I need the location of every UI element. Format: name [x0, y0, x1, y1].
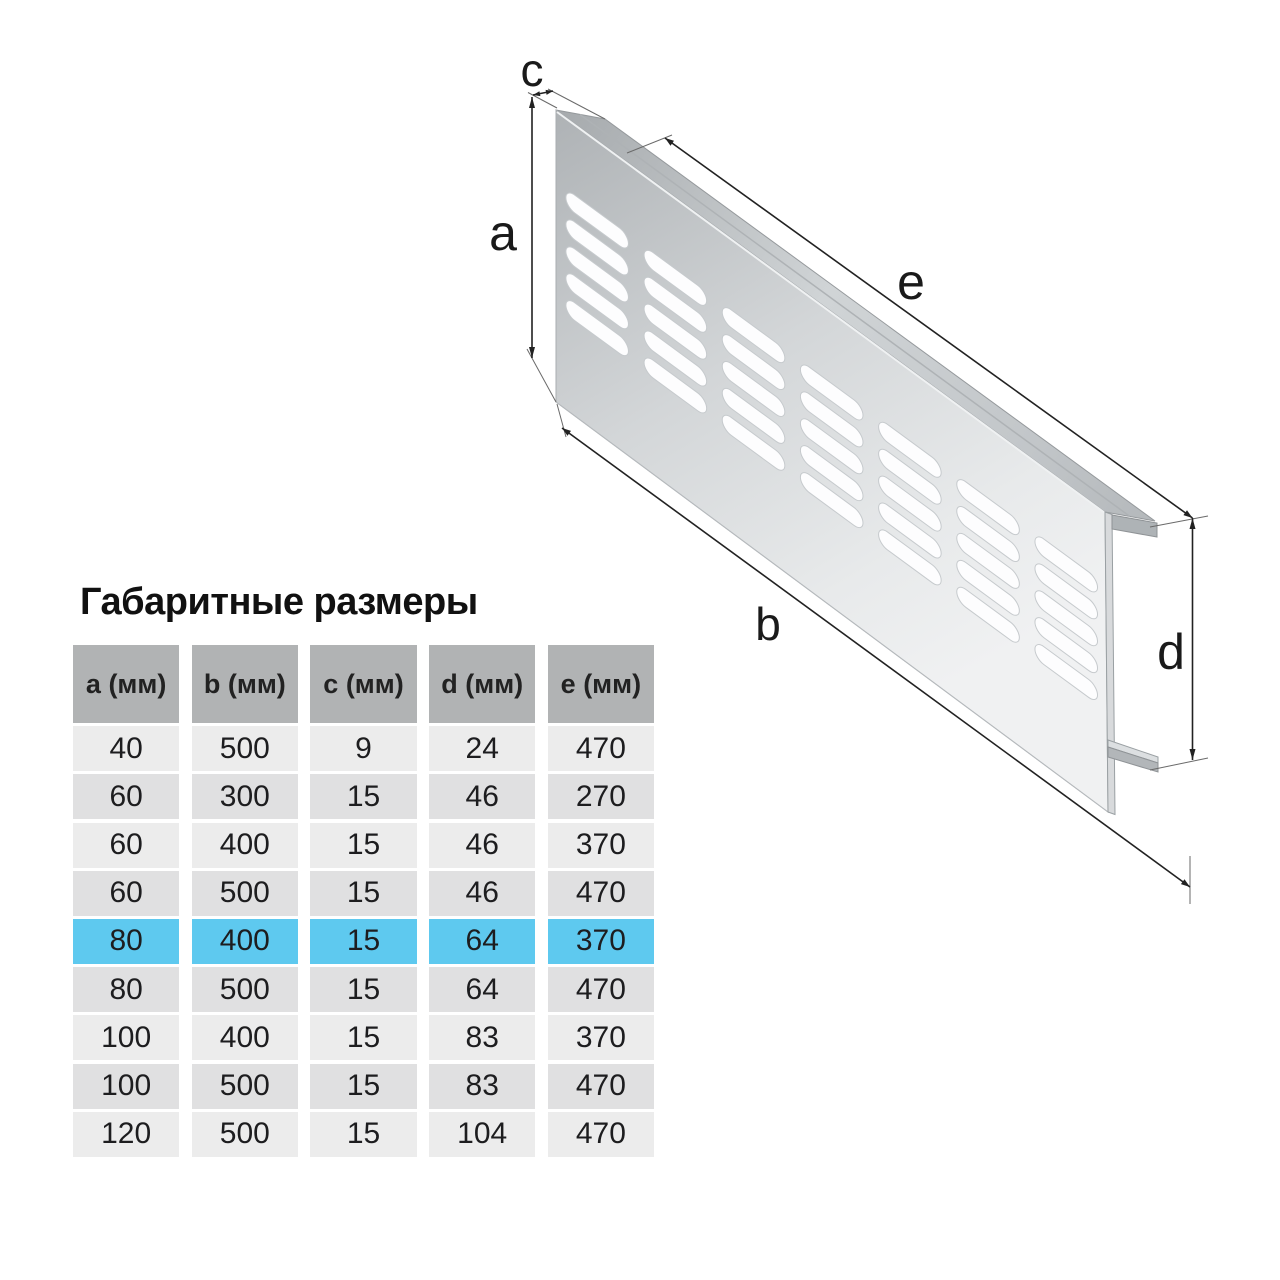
- dimensions-table: [73, 645, 655, 1160]
- page-title: Габаритные размеры: [80, 581, 478, 623]
- table-cell: 80: [73, 919, 179, 964]
- table-cell: 15: [310, 967, 416, 1012]
- dimension-label-e: e: [897, 254, 925, 310]
- table-row: [73, 823, 655, 868]
- table-cell: 500: [192, 1112, 298, 1157]
- table-cell: 120: [73, 1112, 179, 1157]
- table-cell: 370: [548, 823, 654, 868]
- dimension-label-b: b: [755, 598, 781, 650]
- table-cell: 60: [73, 823, 179, 868]
- grille-right-end: [1105, 512, 1158, 815]
- table-cell: 470: [548, 871, 654, 916]
- table-cell: 46: [429, 823, 535, 868]
- table-cell: 370: [548, 919, 654, 964]
- table-cell: 400: [192, 823, 298, 868]
- table-cell: 40: [73, 726, 179, 771]
- table-row: [73, 967, 655, 1012]
- table-cell: 270: [548, 774, 654, 819]
- table-cell: 9: [310, 726, 416, 771]
- table-cell: 100: [73, 1064, 179, 1109]
- table-cell: 15: [310, 1112, 416, 1157]
- dimension-label-a: a: [489, 205, 517, 261]
- table-cell: 46: [429, 774, 535, 819]
- table-cell: 470: [548, 967, 654, 1012]
- table-header-cell-b: b (мм): [192, 645, 298, 723]
- table-header-cell-e: e (мм): [548, 645, 654, 723]
- table-header-cell-a: a (мм): [73, 645, 179, 723]
- table-cell: 300: [192, 774, 298, 819]
- table-cell: 500: [192, 871, 298, 916]
- table-cell: 60: [73, 871, 179, 916]
- table-row: [73, 1015, 655, 1060]
- table-cell: 400: [192, 1015, 298, 1060]
- table-cell: 64: [429, 967, 535, 1012]
- dimension-label-c: c: [520, 44, 544, 96]
- table-cell: 104: [429, 1112, 535, 1157]
- dimension-a: [489, 97, 535, 358]
- table-cell: 370: [548, 1015, 654, 1060]
- table-cell: 500: [192, 967, 298, 1012]
- table-row: [73, 1112, 655, 1157]
- dimension-label-d: d: [1157, 624, 1185, 680]
- table-row: [73, 726, 655, 771]
- table-cell: 15: [310, 823, 416, 868]
- table-cell: 15: [310, 1015, 416, 1060]
- table-cell: 400: [192, 919, 298, 964]
- table-cell: 100: [73, 1015, 179, 1060]
- table-header-cell-d: d (мм): [429, 645, 535, 723]
- table-cell: 60: [73, 774, 179, 819]
- table-cell: 15: [310, 774, 416, 819]
- table-cell: 470: [548, 726, 654, 771]
- table-cell: 500: [192, 1064, 298, 1109]
- table-row-highlighted: [73, 919, 655, 964]
- table-cell: 83: [429, 1064, 535, 1109]
- table-cell: 46: [429, 871, 535, 916]
- table-cell: 470: [548, 1112, 654, 1157]
- table-cell: 80: [73, 967, 179, 1012]
- table-row: [73, 871, 655, 916]
- table-cell: 83: [429, 1015, 535, 1060]
- table-cell: 15: [310, 919, 416, 964]
- table-cell: 24: [429, 726, 535, 771]
- table-cell: 15: [310, 1064, 416, 1109]
- table-header-row: [73, 645, 655, 723]
- table-cell: 64: [429, 919, 535, 964]
- table-cell: 500: [192, 726, 298, 771]
- table-cell: 470: [548, 1064, 654, 1109]
- table-cell: 15: [310, 871, 416, 916]
- table-row: [73, 1064, 655, 1109]
- dimension-c: [521, 44, 554, 96]
- table-row: [73, 774, 655, 819]
- table-header-cell-c: c (мм): [310, 645, 416, 723]
- dimension-d: [1157, 518, 1195, 760]
